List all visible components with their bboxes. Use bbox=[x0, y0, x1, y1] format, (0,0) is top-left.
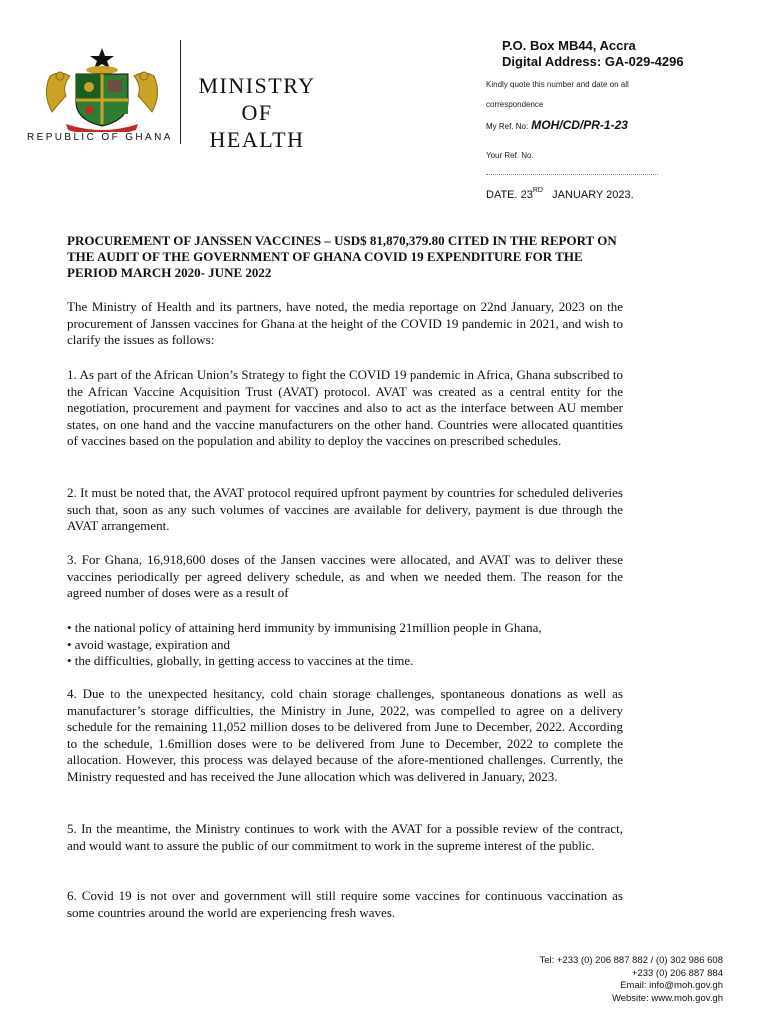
paragraph-2: 2. It must be noted that, the AVAT protocol required upfront payment by countries for scheduled deliveries such that, soon as any such volumes of vaccines are available for delivery, payment is due through the AVAT arrangement. bbox=[67, 485, 623, 533]
footer-website: Website: www.moh.gov.gh bbox=[611, 992, 723, 1004]
republic-of-ghana-label: REPUBLIC OF GHANA bbox=[27, 132, 173, 143]
po-box: P.O. Box MB44, Accra bbox=[502, 38, 636, 53]
my-ref-line bbox=[486, 118, 628, 132]
date-superscript: RD bbox=[532, 187, 543, 194]
paragraph-1: 1. As part of the African Union’s Strategy to fight the COVID 19 pandemic in Africa, Ghana subscribed to the African Vaccine Acquisition Trust (AVAT) protocol. AVAT was created as a central entity for the negotiation, procurement and payment for vaccines and also to act as the interface between AU member states, on one hand and the vaccine manufacturers on the other hand. Countries were allocated quantities of vaccines based on the population and ability to deploy the vaccines on prescribed schedules. bbox=[67, 367, 623, 448]
paragraph-6: 6. Covid 19 is not over and government will still require some vaccines for continuous vaccination as some countries around the world are experiencing fresh waves. bbox=[67, 888, 623, 920]
coat-of-arms-emblem bbox=[36, 46, 168, 132]
footer-tel-1: Tel: +233 (0) 206 887 882 / (0) 302 986 608 bbox=[539, 955, 723, 966]
document-title: PROCUREMENT OF JANSSEN VACCINES – USD$ 81,870,379.80 CITED IN THE REPORT ON THE AUDIT OF THE GOVERNMENT OF GHANA COVID 19 EXPENDITURE FOR THE PERIOD MARCH 2020- JUNE 2022 bbox=[67, 233, 617, 280]
footer-tel-2: +233 (0) 206 887 884 bbox=[631, 967, 723, 979]
your-ref-dotted-line bbox=[486, 174, 658, 175]
intro-paragraph: The Ministry of Health and its partners, have noted, the media reportage on 22nd January, 2023 on the procurement of Janssen vaccines for Ghana at the height of the COVID 19 pandemic in 2021, and wish to clarify the issues as follows: bbox=[67, 299, 623, 347]
reasons-list bbox=[67, 620, 627, 670]
your-ref-label: Your Ref. No. bbox=[486, 151, 534, 160]
quote-instruction-1: Kindly quote this number and date on all bbox=[486, 80, 629, 89]
my-ref-value: MOH/CD/PR-1-23 bbox=[531, 118, 628, 132]
ministry-line-1: MINISTRY bbox=[198, 73, 316, 98]
ministry-line-2: OF bbox=[241, 100, 273, 125]
list-item: • avoid wastage, expiration and bbox=[67, 636, 231, 652]
contact-footer bbox=[539, 955, 723, 1005]
ministry-name bbox=[192, 72, 322, 153]
date-prefix: DATE. 23 bbox=[486, 189, 533, 201]
date-suffix: JANUARY 2023. bbox=[552, 189, 634, 201]
ministry-line-3: HEALTH bbox=[209, 127, 305, 152]
header-divider bbox=[180, 40, 181, 144]
digital-address: Digital Address: GA-029-4296 bbox=[502, 54, 684, 69]
list-item: • the difficulties, globally, in getting access to vaccines at the time. bbox=[67, 653, 414, 668]
address-block bbox=[502, 38, 684, 70]
paragraph-4: 4. Due to the unexpected hesitancy, cold chain storage challenges, spontaneous donations as well as manufacturer’s storage difficulties, the Ministry in June, 2022, was compelled to agree on a delivery schedule for the remaining 11,052 million doses to be delivered from June to December, 2022. According to the schedule, 1.6million doses were to be delivered from June to December, 2022 to complete the allocation. However, this process was delayed because of the afore-mentioned challenges. Currently, the Ministry requested and has received the June allocation which was delivered in January, 2023. bbox=[67, 686, 623, 784]
quote-instruction-2: correspondence bbox=[486, 100, 544, 109]
date-line bbox=[486, 189, 634, 201]
my-ref-label: My Ref. No: bbox=[486, 122, 529, 131]
list-item: • the national policy of attaining herd immunity by immunising 21million people in Ghana, bbox=[67, 620, 542, 635]
paragraph-5: 5. In the meantime, the Ministry continues to work with the AVAT for a possible review of the contract, and would want to assure the public of our commitment to work in the supreme interest of the public. bbox=[67, 821, 623, 853]
paragraph-3: 3. For Ghana, 16,918,600 doses of the Jansen vaccines were allocated, and AVAT was to deliver these vaccines periodically per agreed delivery schedule, as and when we needed them. The reason for the agreed number of doses were as a result of bbox=[67, 552, 623, 600]
footer-email: Email: info@moh.gov.gh bbox=[620, 980, 723, 991]
